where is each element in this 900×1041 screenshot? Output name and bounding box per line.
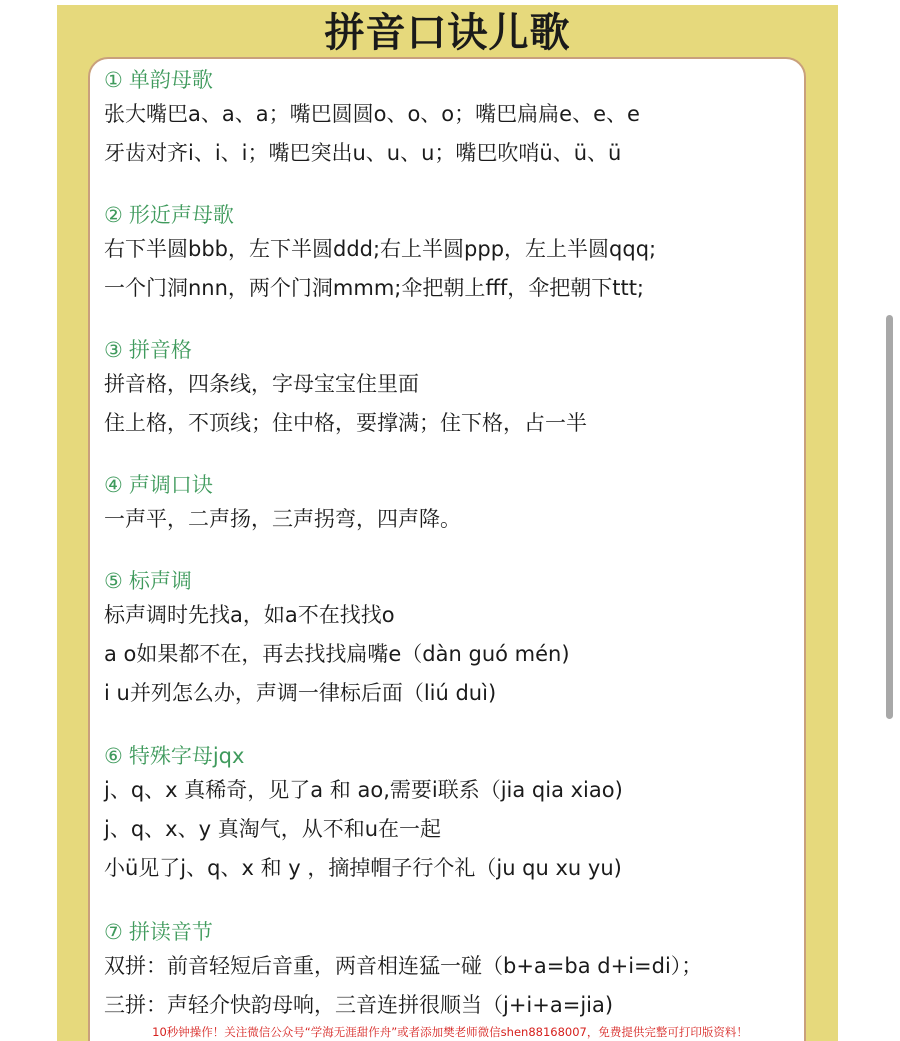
section-number: ④ <box>104 473 123 497</box>
section-syllable-reading <box>104 917 794 1025</box>
section-title: 特殊字母jqx <box>128 744 245 768</box>
promo-footer-note: 10秒钟操作！关注微信公众号“学海无涯甜作舟”或者添加樊老师微信shen88168007，免费提供完整可打印版资料！ <box>152 1025 748 1039</box>
section-heading <box>104 200 794 230</box>
section-number: ⑦ <box>104 920 123 944</box>
body-line: 小ü见了j、q、x 和 y ，摘掉帽子行个礼（ju qu xu yu) <box>104 856 622 880</box>
body-line: 一声平，二声扬，三声拐弯，四声降。 <box>104 507 461 531</box>
body-line: 张大嘴巴a、a、a；嘴巴圆圆o、o、o；嘴巴扁扁e、e、e <box>104 102 640 126</box>
section-number: ⑥ <box>104 744 123 768</box>
section-number: ① <box>104 68 123 92</box>
section-tone-marking <box>104 566 794 713</box>
section-pinyin-grid <box>104 335 794 443</box>
section-number: ⑤ <box>104 569 123 593</box>
body-line: 三拼：声轻介快韵母响，三音连拼很顺当（j+i+a=jia) <box>104 993 614 1017</box>
body-line: 双拼：前音轻短后音重，两音相连猛一碰（b+a=ba d+i=di）； <box>104 954 703 978</box>
body-line: j、q、x、y 真淘气，从不和u在一起 <box>104 817 442 841</box>
body-line: 拼音格，四条线，字母宝宝住里面 <box>104 372 419 396</box>
section-title: 形近声母歌 <box>128 203 234 227</box>
section-heading <box>104 65 794 95</box>
section-number: ② <box>104 203 123 227</box>
body-line: 住上格，不顶线；住中格，要撑满；住下格，占一半 <box>104 411 587 435</box>
content-card <box>88 57 806 1041</box>
section-title: 单韵母歌 <box>128 68 213 92</box>
section-heading <box>104 566 794 596</box>
body-line: 右下半圆bbb，左下半圆ddd;右上半圆ppp，左上半圆qqq; <box>104 237 657 261</box>
section-title: 标声调 <box>128 569 192 593</box>
body-line: 牙齿对齐i、i、i；嘴巴突出u、u、u；嘴巴吹哨ü、ü、ü <box>104 141 622 165</box>
section-similar-initials <box>104 200 794 308</box>
section-special-jqx <box>104 741 794 888</box>
body-line: i u并列怎么办，声调一律标后面（liú duì) <box>104 681 497 705</box>
section-single-finals <box>104 65 794 173</box>
section-tone-rhyme <box>104 470 794 539</box>
section-title: 声调口诀 <box>128 473 213 497</box>
section-title: 拼读音节 <box>128 920 213 944</box>
body-line: 标声调时先找a，如a不在找找o <box>104 603 395 627</box>
section-heading <box>104 470 794 500</box>
section-title: 拼音格 <box>128 338 192 362</box>
section-number: ③ <box>104 338 123 362</box>
poster-panel <box>57 5 838 1041</box>
section-heading <box>104 741 794 771</box>
section-heading <box>104 917 794 947</box>
poster-title: 拼音口诀儿歌 <box>324 10 571 56</box>
vertical-scrollbar-thumb[interactable] <box>886 315 893 719</box>
body-line: a o如果都不在，再去找找扁嘴e（dàn guó mén) <box>104 642 570 666</box>
section-heading <box>104 335 794 365</box>
body-line: 一个门洞nnn，两个门洞mmm;伞把朝上fff，伞把朝下ttt; <box>104 276 645 300</box>
body-line: j、q、x 真稀奇，见了a 和 ao,需要i联系（jia qia xiao) <box>104 778 623 802</box>
